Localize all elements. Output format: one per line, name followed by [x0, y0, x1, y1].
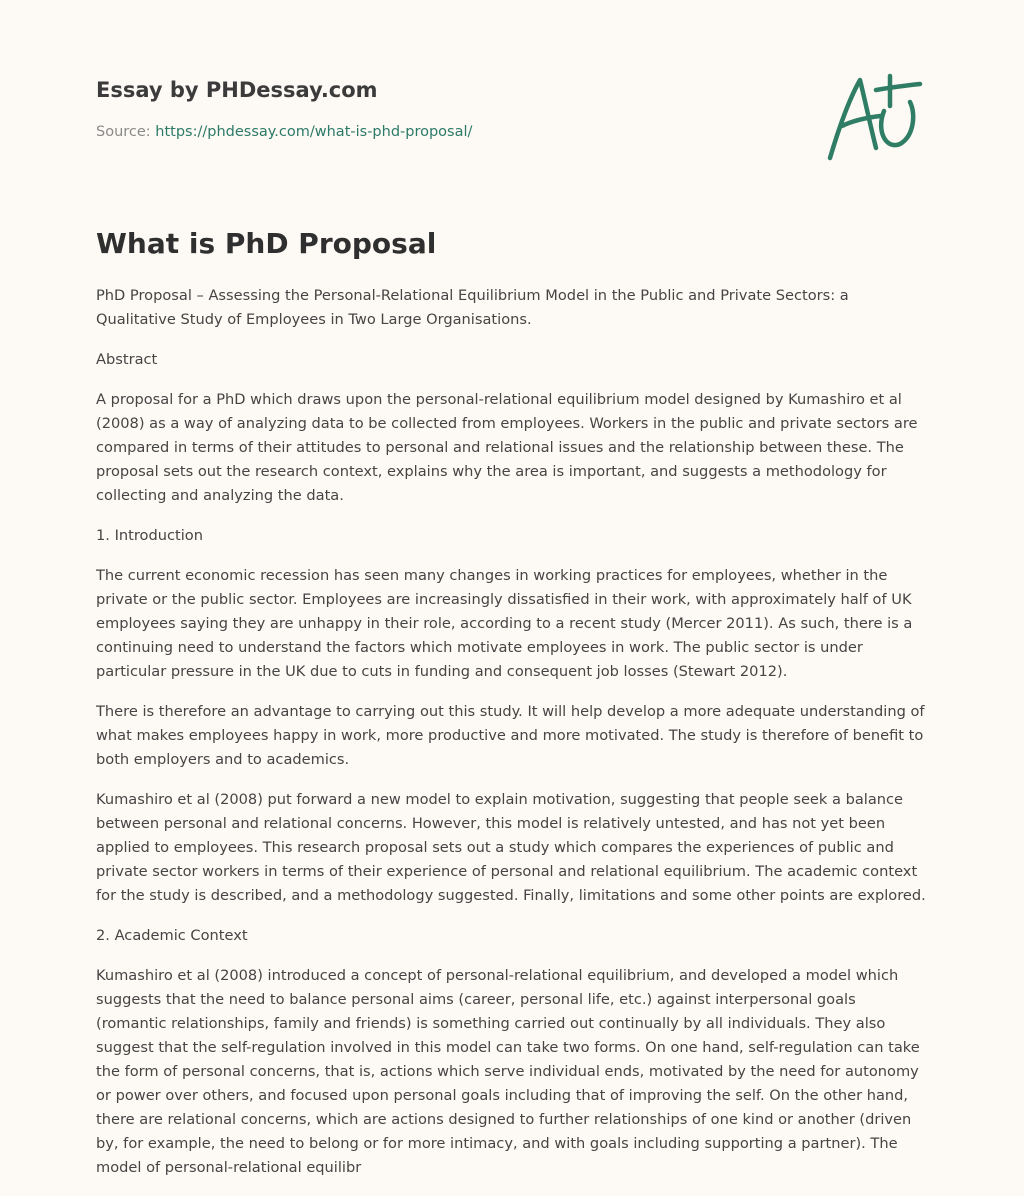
a-plus-logo-icon	[820, 66, 930, 166]
source-label: Source:	[96, 124, 156, 140]
source-line	[96, 122, 796, 142]
introduction-paragraph-1: The current economic recession has seen many changes in working practices for employees, whether in the private or the public sector. Employees are increasingly dissatisfied in their work, with approximately half of UK employees saying they are unhappy in their role, according to a recent study (Mercer 2011). As such, there is a continuing need to understand the factors which motivate employees in work. The public sector is under particular pressure in the UK due to cuts in funding and consequent job losses (Stewart 2012).	[96, 567, 913, 680]
site-title: Essay by PHDessay.com	[96, 78, 378, 102]
introduction-paragraph-3: Kumashiro et al (2008) put forward a new model to explain motivation, suggesting that people seek a balance between personal and relational concerns. However, this model is relatively untested, and has not yet been applied to employees. This research proposal sets out a study which compares the experiences of public and private sector workers in terms of their experience of personal and relational equilibrium. The academic context for the study is described, and a methodology suggested. Finally, limitations and some other points are explored.	[96, 791, 926, 904]
abstract-heading: Abstract	[96, 351, 158, 368]
abstract-paragraph: A proposal for a PhD which draws upon the personal-relational equilibrium model designed by Kumashiro et al (2008) as a way of analyzing data to be collected from employees. Workers in the public and private sectors are compared in terms of their attitudes to personal and relational issues and the relationship between these. The proposal sets out the research context, explains why the area is important, and suggests a methodology for collecting and analyzing the data.	[96, 391, 918, 504]
academic-context-heading: 2. Academic Context	[96, 927, 248, 944]
a-plus-logo	[820, 66, 930, 166]
introduction-paragraph-2: There is therefore an advantage to carrying out this study. It will help develop a more adequate understanding of what makes employees happy in work, more productive and more motivated. The study is therefore of benefit to both employers and to academics.	[96, 703, 925, 768]
proposal-subtitle-paragraph: PhD Proposal – Assessing the Personal-Relational Equilibrium Model in the Public and Private Sectors: a Qualitative Study of Employees in Two Large Organisations.	[96, 287, 849, 328]
academic-context-paragraph: Kumashiro et al (2008) introduced a concept of personal-relational equilibrium, and developed a model which suggests that the need to balance personal aims (career, personal life, etc.) against interpersonal goals (romantic relationships, family and friends) is something carried out continually by all individuals. They also suggest that the self-regulation involved in this model can take two forms. On one hand, self-regulation can take the form of personal concerns, that is, actions which serve individual ends, motivated by the need for autonomy or power over others, and focused upon personal goals including that of improving the self. On the other hand, there are relational concerns, which are actions designed to further relationships of one kind or another (driven by, for example, the need to belong or for more intimacy, and with goals including supporting a partner). The model of personal-relational equilibr	[96, 967, 920, 1176]
essay-body	[96, 284, 928, 1196]
source-link[interactable]: https://phdessay.com/what-is-phd-proposal/	[155, 124, 473, 140]
document-title: What is PhD Proposal	[96, 227, 437, 260]
page-header	[96, 76, 796, 142]
introduction-heading: 1. Introduction	[96, 527, 203, 544]
